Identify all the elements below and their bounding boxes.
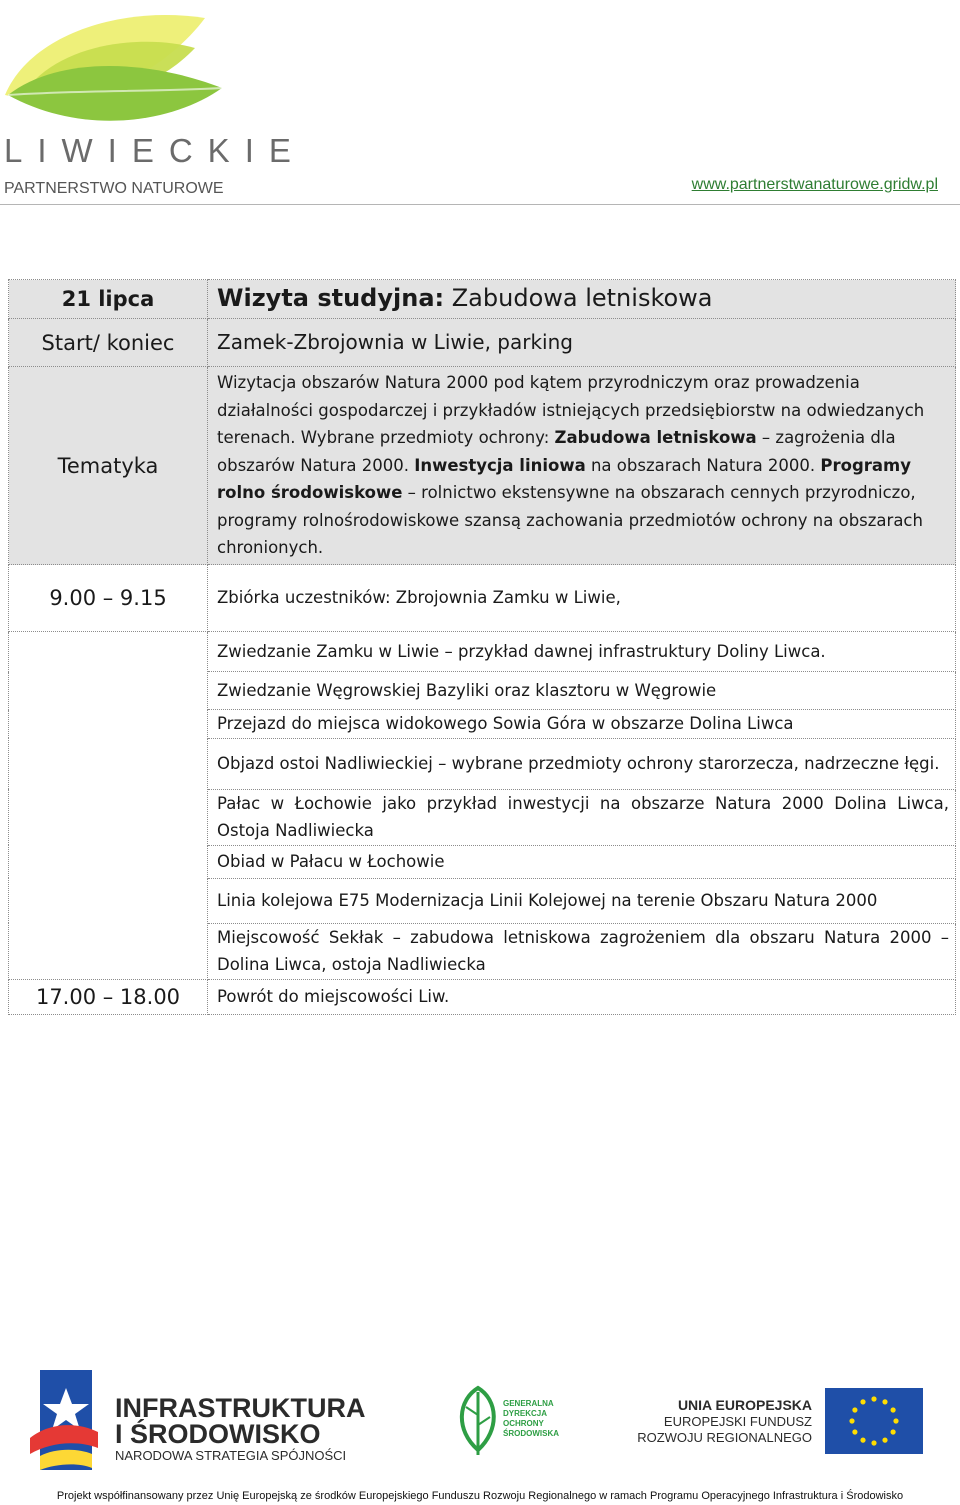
topic-bold-2: Inwestycja liniowa <box>414 455 586 475</box>
eu-star <box>871 1396 876 1401</box>
topic-text <box>208 367 956 565</box>
footer-logo-strip <box>0 1360 960 1480</box>
eu-star <box>860 1438 865 1443</box>
activity-item: Objazd ostoi Nadliwieckiej – wybrane przedmioty ochrony starorzecza, nadrzeczne łęgi. <box>208 738 956 789</box>
is-title-1: INFRASTRUKTURA <box>115 1393 366 1423</box>
activity-item: Miejscowość Sekłak – zabudowa letniskowa zagrożeniem dla obszaru Natura 2000 – Dolina Liwca, ostoja Nadliwiecka <box>208 923 956 979</box>
eu-star <box>882 1438 887 1443</box>
time-start: 9.00 – 9.15 <box>9 565 208 632</box>
topic-part-2: – zagrożenia dla obszarów Natura 2000. <box>217 428 896 475</box>
eu-fund-1: EUROPEJSKI FUNDUSZ <box>663 1414 812 1429</box>
activity-item: Zwiedzanie Zamku w Liwie – przykład dawnej infrastruktury Doliny Liwca. <box>208 632 956 672</box>
activity-item: Pałac w Łochowie jako przykład inwestycji na obszarze Natura 2000 Dolina Liwca, Ostoja Nadliwiecka <box>208 789 956 845</box>
title-rest: Zabudowa letniskowa <box>444 284 713 313</box>
eu-star <box>882 1399 887 1404</box>
logo-subtitle: PARTNERSTWO NATUROWE <box>4 180 224 197</box>
title-bold: Wizyta studyjna: <box>217 284 445 313</box>
topic-bold-1: Zabudowa letniskowa <box>554 428 757 448</box>
gdos-text-4: ŚRODOWISKA <box>503 1429 559 1438</box>
header-divider <box>0 204 960 205</box>
topic-part-1: Wizytacja obszarów Natura 2000 pod kątem przyrodniczym oraz prowadzenia działalności gospodarczej i przykładów istniejących przedsiębiorstw na odwiedzanych terenach. Wybrane przedmioty ochrony: <box>217 373 925 448</box>
eu-star <box>891 1429 896 1434</box>
logo-wordmark: LIWIECKIE <box>4 132 306 169</box>
gdos-text-1: GENERALNA <box>503 1399 554 1408</box>
cohesion-star-icon <box>30 1370 98 1470</box>
activity-row <box>9 632 956 672</box>
site-url-link[interactable]: www.partnerstwanaturowe.gridw.pl <box>691 176 938 193</box>
topic-label: Tematyka <box>9 367 208 565</box>
eu-star <box>871 1440 876 1445</box>
footer-logos <box>0 1360 960 1480</box>
leaf-logo-icon <box>0 0 230 130</box>
start-label: Start/ koniec <box>9 319 208 367</box>
eu-star <box>891 1407 896 1412</box>
gdos-leaf-icon <box>462 1388 494 1455</box>
eu-star <box>893 1418 898 1423</box>
eu-star <box>849 1418 854 1423</box>
eu-flag-icon <box>825 1388 923 1454</box>
topic-part-3: na obszarach Natura 2000. <box>585 455 821 475</box>
activity-item: Linia kolejowa E75 Modernizacja Linii Kolejowej na terenie Obszaru Natura 2000 <box>208 878 956 923</box>
is-subtitle: NARODOWA STRATEGIA SPÓJNOŚCI <box>115 1448 347 1463</box>
footer-note: Projekt współfinansowany przez Unię Europejską ze środków Europejskiego Funduszu Rozwoju Regionalnego w ramach Programu Operacyjnego Infrastruktura i Środowisko <box>56 1490 904 1502</box>
activity-item: Zwiedzanie Węgrowskiej Bazyliki oraz klasztoru w Węgrowie <box>208 672 956 710</box>
topic-part-4: – rolnictwo ekstensywne na obszarach cennych przyrodniczo, programy rolnośrodowiskowe szansą zachowania przedmiotów ochrony na obszarach chronionych. <box>217 483 923 558</box>
eu-star <box>852 1407 857 1412</box>
time-end: 17.00 – 18.00 <box>9 979 208 1014</box>
activity-item: Przejazd do miejsca widokowego Sowia Góra w obszarze Dolina Liwca <box>208 710 956 739</box>
start-row <box>9 319 956 367</box>
liwieckie-logo <box>0 0 306 205</box>
is-title-2: I ŚRODOWISKO <box>115 1419 321 1449</box>
eu-title: UNIA EUROPEJSKA <box>677 1397 812 1413</box>
topic-bold-3: Programy rolno środowiskowe <box>217 455 912 503</box>
title-cell <box>208 280 956 319</box>
gathering-row <box>9 565 956 632</box>
gathering-text: Zbiórka uczestników: Zbrojownia Zamku w Liwie, <box>208 565 956 632</box>
eu-star <box>852 1429 857 1434</box>
activity-item: Obiad w Pałacu w Łochowie <box>208 845 956 878</box>
eu-fund-2: ROZWOJU REGIONALNEGO <box>637 1430 812 1445</box>
gdos-text-2: DYREKCJA <box>503 1409 548 1418</box>
return-text: Powrót do miejscowości Liw. <box>208 979 956 1014</box>
return-row <box>9 979 956 1014</box>
gdos-text-3: OCHRONY <box>503 1419 544 1428</box>
start-value: Zamek-Zbrojownia w Liwie, parking <box>208 319 956 367</box>
activities-time-cell <box>9 632 208 980</box>
programme-table <box>8 279 956 1015</box>
date-cell: 21 lipca <box>9 280 208 319</box>
title-row <box>9 280 956 319</box>
topic-row <box>9 367 956 565</box>
eu-star <box>860 1399 865 1404</box>
